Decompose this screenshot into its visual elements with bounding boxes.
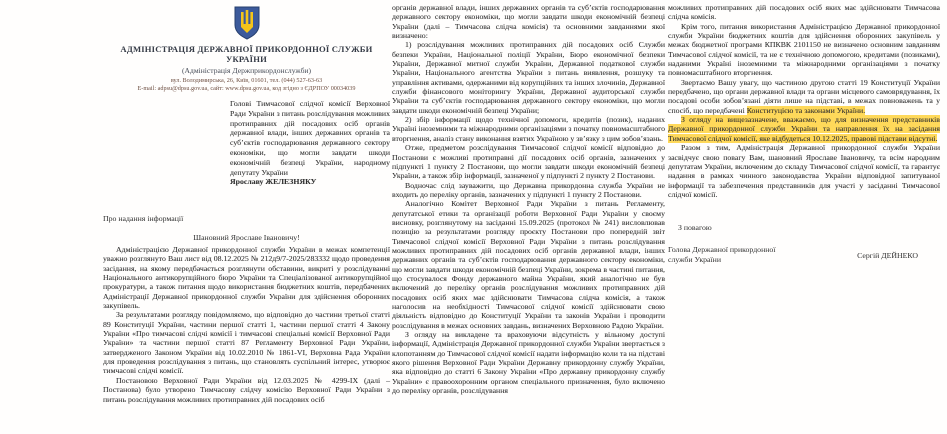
subject-line: Про надання інформації: [103, 214, 184, 223]
org-alt-name: (Адміністрація Держприкордонслужби): [181, 66, 312, 75]
signature-block: [668, 245, 940, 264]
paragraph: Крім того, питання використання Адміністрацією Державної прикордонної служби України бюджетних коштів для здійснення оборонних закупівель у межах бюджетної програми КПКВК 2101150 не визначено основним завданням Тимчасової слідчої комісії, та не є технічною допомогою, кредитами (позиками), наданими Україні іноземними та міжнародними організаціями з початку повномасштабного вторгнення.: [668, 21, 940, 78]
paragraph: Аналогічно Комітет Верховної Ради України з питань Регламенту, депутатської етики та організації роботи Верховної Ради України у своєму висновку, розглянутому на засіданні 15.09.2025 (протокол № 241) висловлював позицію за результатами розгляду проєкту Постанови про попередній звіт Тимчасової слідчої комісії Верховної Ради України з питань розслідування можливих протиправних дій посадових осіб органів державної влади, інших державних органів та суб’єктів господарювання державного сектору економіки, що могли завдати шкоди економічній безпеці України, зокрема в частині питання, що стосувалося Фонду державного майна України, який аналогічно не був включений до переліку органів розслідування можливих протиправних дій посадових осіб яких має здійснювати Тимчасова слідча комісія, а також наголосив на необхідності Тимчасової слідчої комісії здійснювати свою діяльність відповідно до Конституції України та законів України і проводити розслідування в межах основних завдань, визначених Верховною Радою України.: [392, 199, 665, 330]
paragraph: Отже, предметом розслідування Тимчасової слідчої комісії відповідно до Постанови є можливі протиправні дії посадових осіб органів, зазначених у підпункті 1 пункту 2 Постанови, що могли завдати шкоди економічній безпеці України, а також збір інформації, зазначеної у підпункті 2 пункту 2 Постанови.: [392, 143, 665, 181]
paragraph: [668, 115, 940, 143]
paragraph: Водночас слід зауважити, що Державна прикордонна служба України не входить до переліку органів, зазначених у підпункті 1 пункту 2 Постанови.: [392, 180, 665, 199]
org-contacts: E-mail: adpsu@dpsu.gov.ua, сайт: www.dpsu.gov.ua, код згідно з ЄДРПОУ 00034039: [137, 84, 356, 92]
letter-page-2: [392, 3, 665, 395]
recipient-name: Ярославу ЖЕЛЕЗНЯКУ: [230, 177, 317, 187]
paragraph: Адміністрацією Державної прикордонної служби України в межах компетенції уважно розглянуто Ваш лист від 08.12.2025 № 212д9/7-2025/283332 щодо проведення засідання, на якому передбачається розглянути обставини, викриті у розслідуванні Національного антикорупційного бюро України та Спеціалізованої антикорупційної прокуратури, а також питання щодо використання бюджетних коштів, передбачених Адміністрації Державної прикордонної служби України для здійснення оборонних закупівель.: [103, 245, 390, 311]
highlighted-text: Конституцією та законами України.: [746, 105, 866, 115]
page-1-body: [103, 233, 390, 404]
recipient-block: [230, 99, 390, 187]
paragraph: [668, 78, 940, 115]
salutation: Шановний Ярославе Івановичу!: [193, 233, 300, 242]
signer-name: Сергій ДЕЙНЕКО: [857, 251, 918, 261]
paragraph-text: Звертаємо Вашу увагу, що частиною другою статті 19 Конституції України передбачено, що органи державної влади та органи місцевого самоврядування, їх посадові особи зобов’язані діяти лише на підставі, в межах повноважень та у спосіб, що передбачені: [668, 77, 940, 115]
letter-page-3: [668, 3, 940, 264]
paragraph: З огляду на викладене та враховуючи відсутність у вільному доступі інформації, Адміністрація Державної прикордонної служби України звертається з клопотанням до Тимчасової слідчої комісії надати інформацію коли та на підставі якого рішення Верховної Ради України Державну прикордонну службу України, яка відповідно до статті 6 Закону України «Про державну прикордонну службу України» є правоохоронним органом спеціального призначення, було включено до переліку органів, розслідування: [392, 330, 665, 396]
paragraph: органів державної влади, інших державних органів та суб’єктів господарювання державного сектору економіки, що могли завдати шкоди економічній безпеці України (далі – Тимчасова слідча комісія) та основними завданнями якої визначено:: [392, 3, 665, 41]
paragraph: можливих протиправних дій посадових осіб яких має здійснювати Тимчасова слідча комісія.: [668, 3, 940, 22]
recipient-text: Голові Тимчасової слідчої комісії Верховної Ради України з питань розслідування можливих протиправних дій посадових осіб органів державної влади, інших державних органів та суб’єктів господарювання державного сектору економіки, що могли завдати шкоди економічній безпеці України, народному депутату України: [230, 99, 390, 177]
paragraph: 2) збір інформації щодо технічної допомоги, кредитів (позик), наданих Україні іноземними та міжнародними організаціями з початку повномасштабного вторгнення, аналіз стану виконання взятих Україною у зв’язку з цим зобов’язань.: [392, 115, 665, 143]
closing-phrase: З повагою: [678, 223, 712, 233]
org-name: АДМІНІСТРАЦІЯ ДЕРЖАВНОЇ ПРИКОРДОННОЇ СЛУЖБИ УКРАЇНИ: [120, 44, 373, 64]
highlighted-conclusion: З огляду на вищезазначене, вважаємо, що для визначення представників Державної прикордонної служби України та направлення їх на засідання Тимчасової слідчої комісії, яке відбудеться 10.12.2025, правові підстави відсутні.: [668, 115, 940, 143]
ukraine-trident-emblem-icon: [103, 6, 390, 42]
letterhead: [103, 6, 390, 93]
paragraph: 1) розслідування можливих протиправних дій посадових осіб Служби безпеки України, Національної поліції України, Бюро економічної безпеки України, Державної митної служби України, Державної податкової служби України, Національного агентства України з питань виявлення, розшуку та управління активами, одержаними від корупційних та інших злочинів, Державної служби фінансового моніторингу України, Державної аудиторської служби України та суб’єктів господарювання державного сектору економіки, що могли завдати шкоди економічній безпеці України;: [392, 40, 665, 115]
paragraph: За результатами розгляду повідомляємо, що відповідно до частини третьої статті 89 Конституції України, частини першої статті 1, частини першої статті 4 Закону України «Про тимчасові слідчі комісії і тимчасові спеціальні комісії Верховної Ради України» та частини першої статті 87 Регламенту Верховної Ради України, затвердженого Законом України від 10.02.2010 № 1861-VI, Верховна Рада України для проведення розслідування з питань, що становлять суспільний інтерес, утворює тимчасові слідчі комісії.: [103, 310, 390, 376]
paragraph: Постановою Верховної Ради України від 12.03.2025 № 4299-IX (далі – Постанова) було утворено Тимчасову слідчу комісію Верховної Ради України з питань розслідування можливих протиправних дій посадових осіб: [103, 375, 390, 404]
signer-title: Голова Державної прикордонної служби України: [668, 245, 776, 264]
org-address: вул. Володимирська, 26, Київ, 01601, тел. (044) 527-63-63: [170, 77, 323, 84]
paragraph: Разом з тим, Адміністрація Державної прикордонної служби України засвідчує свою повагу Вам, шановний Ярославе Івановичу, та всім народним депутатам України, включеним до складу Тимчасової слідчої комісії, та гарантує надання в рамках чинного законодавства України відповідної запитуваної інформації та забезпечення представників для участі у засіданні Тимчасової слідчої комісії.: [668, 143, 940, 199]
